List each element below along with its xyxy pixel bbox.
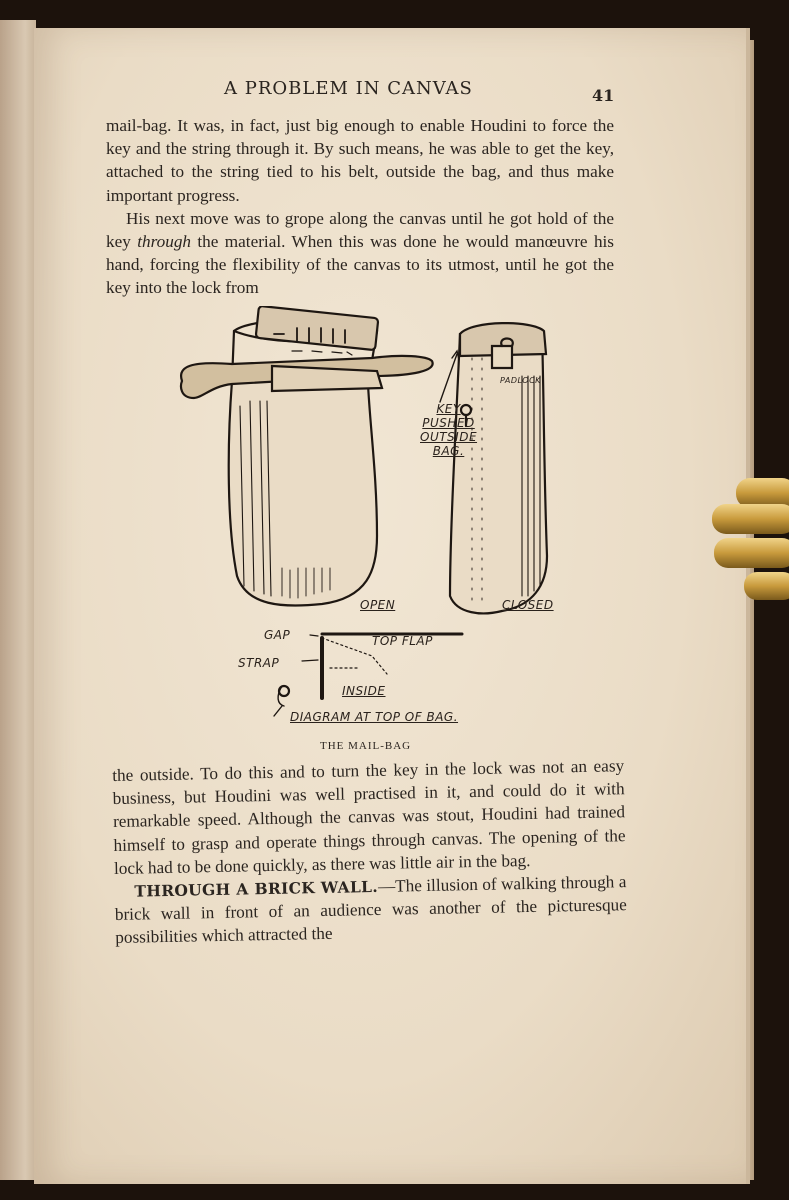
paragraph-2-italic: through xyxy=(137,232,192,252)
paragraph-4 xyxy=(114,870,627,949)
paragraph-4-text: —The illusion of walking through a brick wall in front of an audience was another of the picturesque possibilities which attracted the xyxy=(114,872,627,948)
padlock-label: PADLOCK xyxy=(500,376,541,385)
top-text-block xyxy=(106,114,614,300)
inside-label: INSIDE xyxy=(342,684,386,698)
mail-bag-illustration xyxy=(172,306,612,736)
fingers-drawing xyxy=(708,470,789,620)
diagram-label: DIAGRAM AT TOP OF BAG. xyxy=(290,710,459,724)
bottom-text-block xyxy=(112,754,627,949)
strap-label: STRAP xyxy=(238,656,280,670)
section-heading: THROUGH A BRICK WALL. xyxy=(134,876,379,901)
mail-bag-drawing xyxy=(172,306,612,736)
figure-caption: THE MAIL-BAG xyxy=(320,740,412,752)
page-number: 41 xyxy=(592,86,615,105)
label-line-key: KEY xyxy=(436,402,461,416)
adjacent-page-edge xyxy=(0,20,36,1180)
key-pushed-label xyxy=(420,402,477,458)
paragraph-1: mail-bag. It was, in fact, just big enough to enable Houdini to force the key and the string through it. By such means, he was able to get the key, attached to the string tied to his belt, outside the bag, and thus make important progress. xyxy=(106,116,614,205)
paragraph-2-start: His next move was to grope along the canvas until he got hold of the key xyxy=(106,208,614,252)
open-bag xyxy=(181,306,433,606)
open-label: OPEN xyxy=(360,598,396,612)
paragraph-2 xyxy=(106,207,614,300)
label-line-pushed: PUSHED xyxy=(422,416,475,430)
closed-bag xyxy=(450,323,547,613)
gap-label: GAP xyxy=(264,628,291,642)
label-line-outside: OUTSIDE xyxy=(420,430,478,444)
paragraph-3: the outside. To do this and to turn the key in the lock was not an easy business, but Houdini was well practised in it, and could do it with remarkable speed. Although the canvas was stout, Houdini had trained himself to grasp and operate things through canvas. The opening of the lock had to be done quickly, as there was little air in the bag. xyxy=(112,756,626,878)
top-of-bag-diagram xyxy=(274,634,462,716)
closed-label: CLOSED xyxy=(502,598,554,612)
paragraph-2-end: the material. When this was done he would manœuvre his hand, forcing the flexibility of the canvas to its utmost, until he got the key into the lock from xyxy=(106,232,614,298)
top-flap-label: TOP FLAP xyxy=(372,634,433,648)
holding-fingers xyxy=(708,470,789,620)
running-head: A PROBLEM IN CANVAS xyxy=(224,78,473,99)
label-line-bag: BAG. xyxy=(432,444,465,458)
